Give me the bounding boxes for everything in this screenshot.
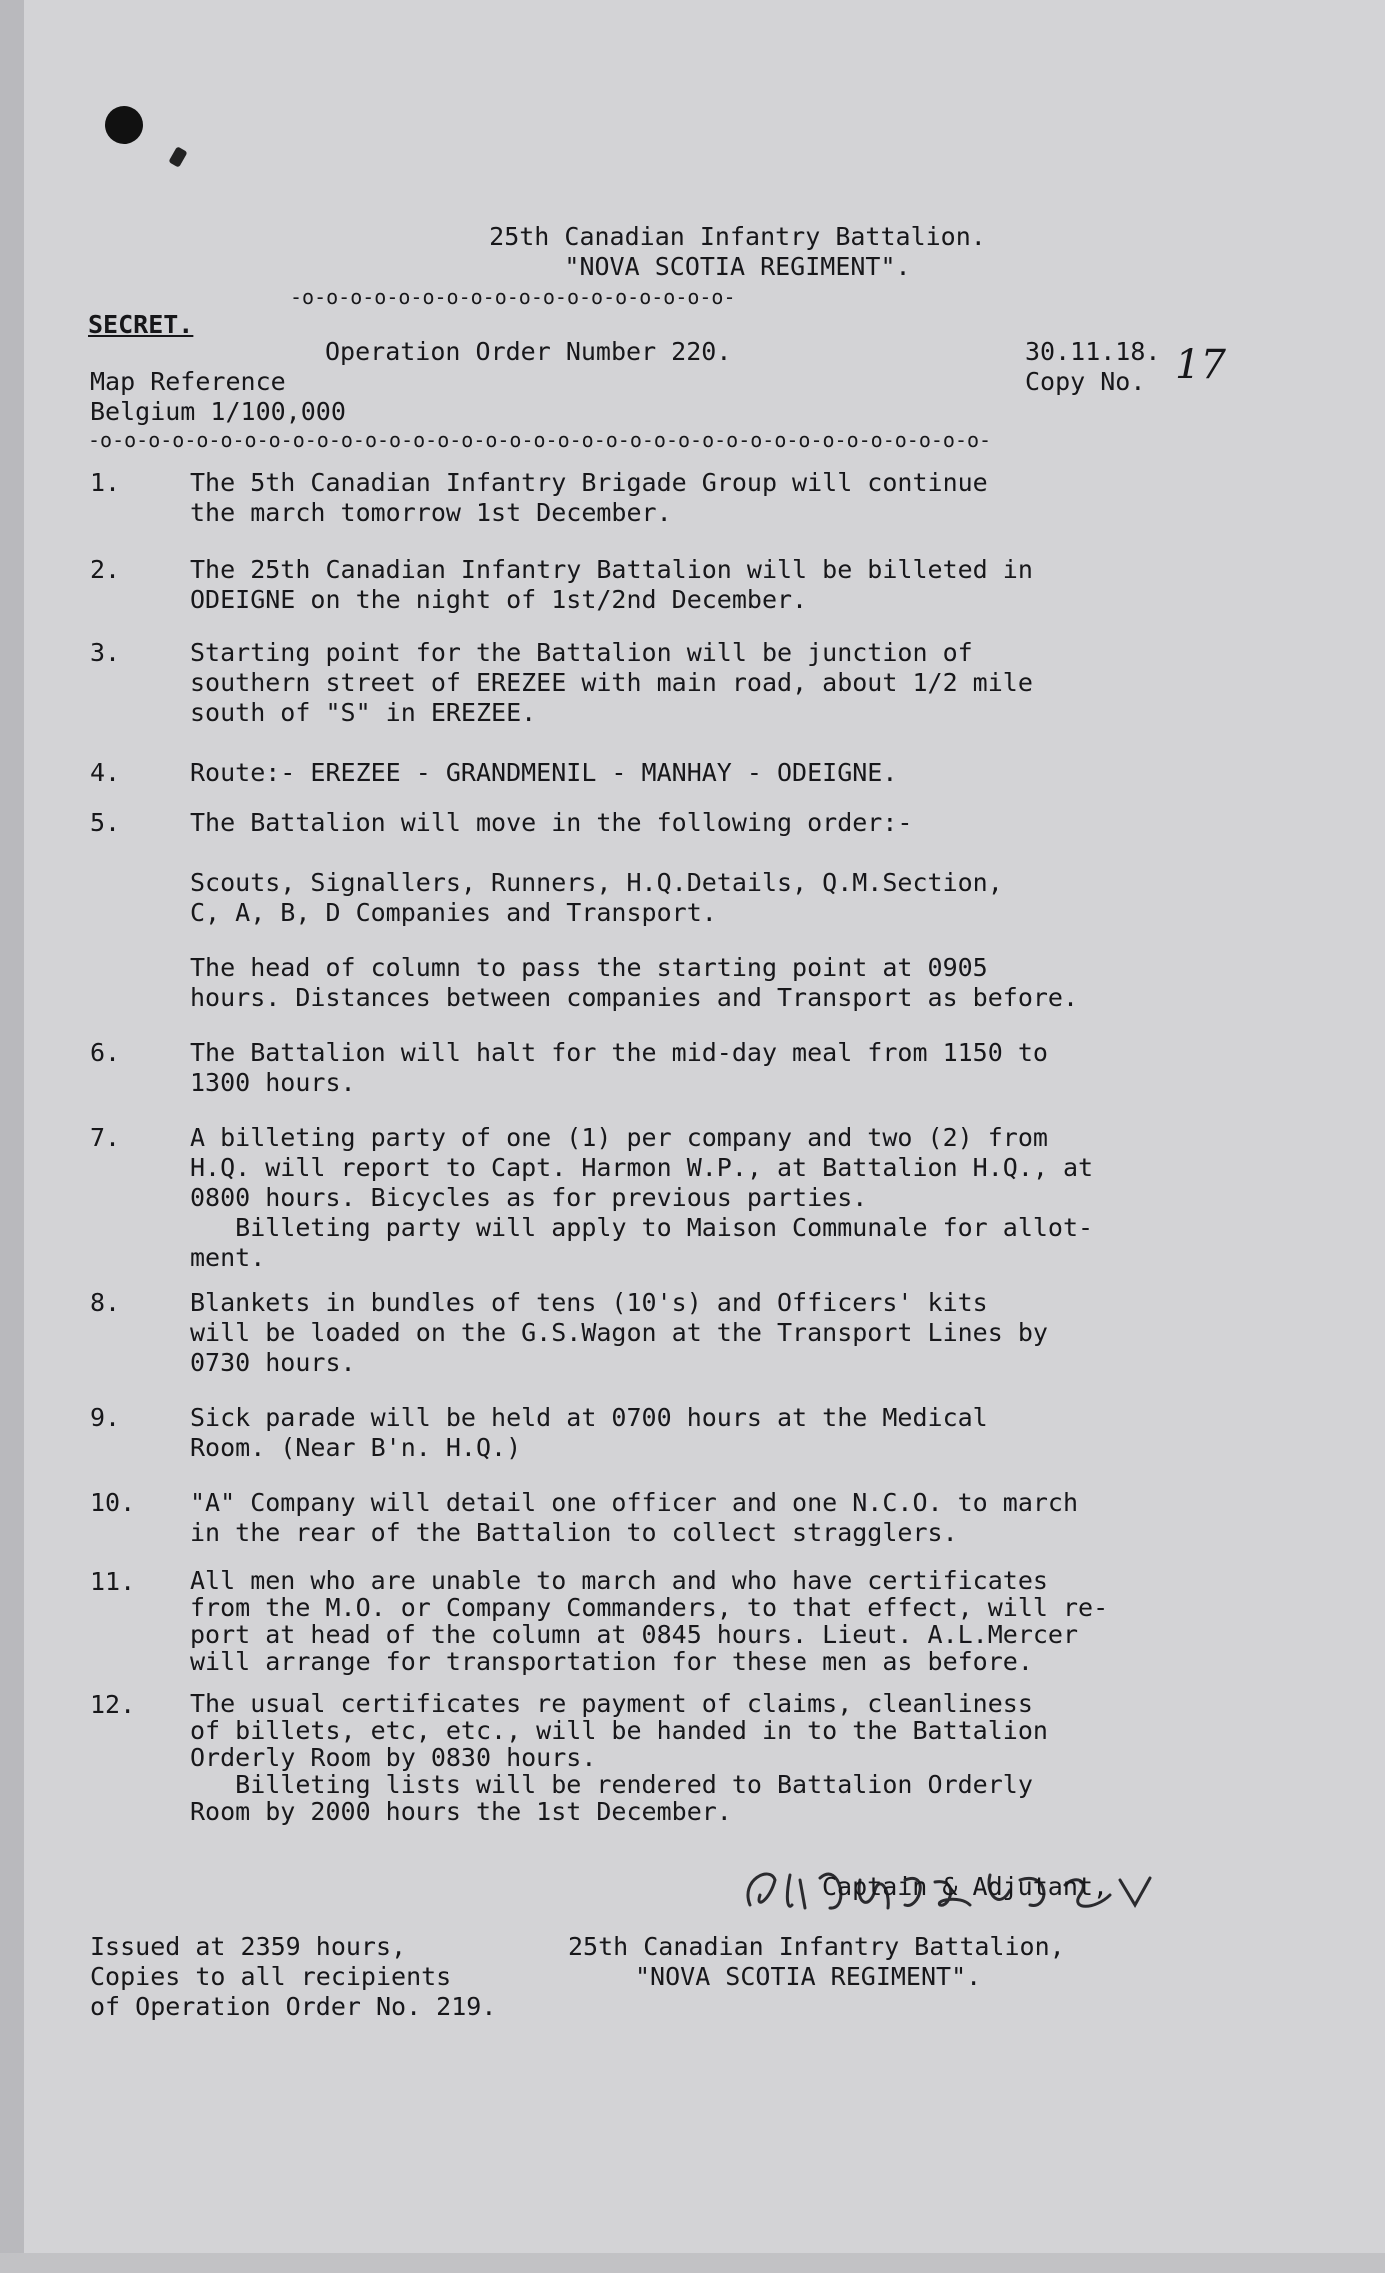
order-title: Operation Order Number 220. <box>325 337 732 366</box>
scan-edge-bottom <box>0 2253 1385 2273</box>
ink-mark <box>168 146 187 168</box>
signatory-regiment: "NOVA SCOTIA REGIMENT". <box>635 1962 982 1991</box>
issue-line-2: Copies to all recipients <box>90 1962 452 1991</box>
copy-number: 17 <box>1175 342 1226 388</box>
paragraph-text: The Battalion will move in the following order:- <box>190 808 913 837</box>
paragraph-number: 10. <box>90 1488 136 1517</box>
regiment-heading: "NOVA SCOTIA REGIMENT". <box>564 252 911 281</box>
punch-hole <box>105 106 143 144</box>
paragraph-number: 6. <box>90 1038 121 1067</box>
issue-line-1: Issued at 2359 hours, <box>90 1932 407 1961</box>
copy-label: Copy No. <box>1025 367 1146 396</box>
paragraph-number: 1. <box>90 468 121 497</box>
paragraph-text: A billeting party of one (1) per company and two (2) from H.Q. will report to Capt. Harmon W.P., at Battalion H.Q., at 0800 hours. Bicycles as for previous parties. Billeting party will apply to Maison Communale for allot- ment. <box>190 1123 1094 1272</box>
paragraph-number: 2. <box>90 555 121 584</box>
main-divider: -o-o-o-o-o-o-o-o-o-o-o-o-o-o-o-o-o-o-o-o-o-o-o-o-o-o-o-o-o-o-o-o-o-o-o-o-o- <box>88 428 992 452</box>
issue-line-3: of Operation Order No. 219. <box>90 1992 497 2021</box>
paragraph-text: The head of column to pass the starting point at 0905 hours. Distances between companies and Transport as before. <box>190 953 1079 1012</box>
map-reference-value: Belgium 1/100,000 <box>90 397 346 426</box>
paragraph-number: 7. <box>90 1123 121 1152</box>
classification-label: SECRET. <box>88 310 194 339</box>
paragraph-number: 9. <box>90 1403 121 1432</box>
paragraph-text: All men who are unable to march and who have certificates from the M.O. or Company Commanders, to that effect, will re- port at head of the column at 0845 hours. Lieut. A.L.Mercer will arrange for transportation for these men as before. <box>190 1566 1109 1676</box>
paragraph-text: The 25th Canadian Infantry Battalion will be billeted in ODEIGNE on the night of 1st/2nd December. <box>190 555 1033 614</box>
paragraph-text: Route:- EREZEE - GRANDMENIL - MANHAY - ODEIGNE. <box>190 758 898 787</box>
paragraph-number: 3. <box>90 638 121 667</box>
paragraph-number: 5. <box>90 808 121 837</box>
map-reference-label: Map Reference <box>90 367 286 396</box>
paragraph-number: 8. <box>90 1288 121 1317</box>
paragraph-text: Starting point for the Battalion will be junction of southern street of EREZEE with main road, about 1/2 mile south of "S" in EREZEE. <box>190 638 1033 727</box>
paragraph-number: 4. <box>90 758 121 787</box>
order-date: 30.11.18. <box>1025 337 1161 366</box>
paragraph-text: The Battalion will halt for the mid-day meal from 1150 to 1300 hours. <box>190 1038 1048 1097</box>
paragraph-text: Scouts, Signallers, Runners, H.Q.Details, Q.M.Section, C, A, B, D Companies and Transport. <box>190 868 1003 927</box>
paragraph-number: 12. <box>90 1690 136 1719</box>
paragraph-text: The 5th Canadian Infantry Brigade Group will continue the march tomorrow 1st December. <box>190 468 988 527</box>
scan-edge-left <box>0 0 24 2273</box>
paragraph-text: The usual certificates re payment of claims, cleanliness of billets, etc, etc., will be handed in to the Battalion Orderly Room by 0830 hours. Billeting lists will be rendered to Battalion Orderly Room by 2000 hours the 1st December. <box>190 1689 1048 1826</box>
paragraph-text: "A" Company will detail one officer and one N.C.O. to march in the rear of the Battalion to collect stragglers. <box>190 1488 1079 1547</box>
paragraph-text: Sick parade will be held at 0700 hours at the Medical Room. (Near B'n. H.Q.) <box>190 1403 988 1462</box>
signatory-unit: 25th Canadian Infantry Battalion, <box>568 1932 1065 1961</box>
paragraph-number: 11. <box>90 1567 136 1596</box>
unit-heading: 25th Canadian Infantry Battalion. <box>489 222 986 251</box>
signatory-title: Captain & Adjutant, <box>822 1872 1108 1901</box>
top-divider: -o-o-o-o-o-o-o-o-o-o-o-o-o-o-o-o-o-o- <box>290 285 736 309</box>
paragraph-text: Blankets in bundles of tens (10's) and Officers' kits will be loaded on the G.S.Wagon at the Transport Lines by 0730 hours. <box>190 1288 1048 1377</box>
